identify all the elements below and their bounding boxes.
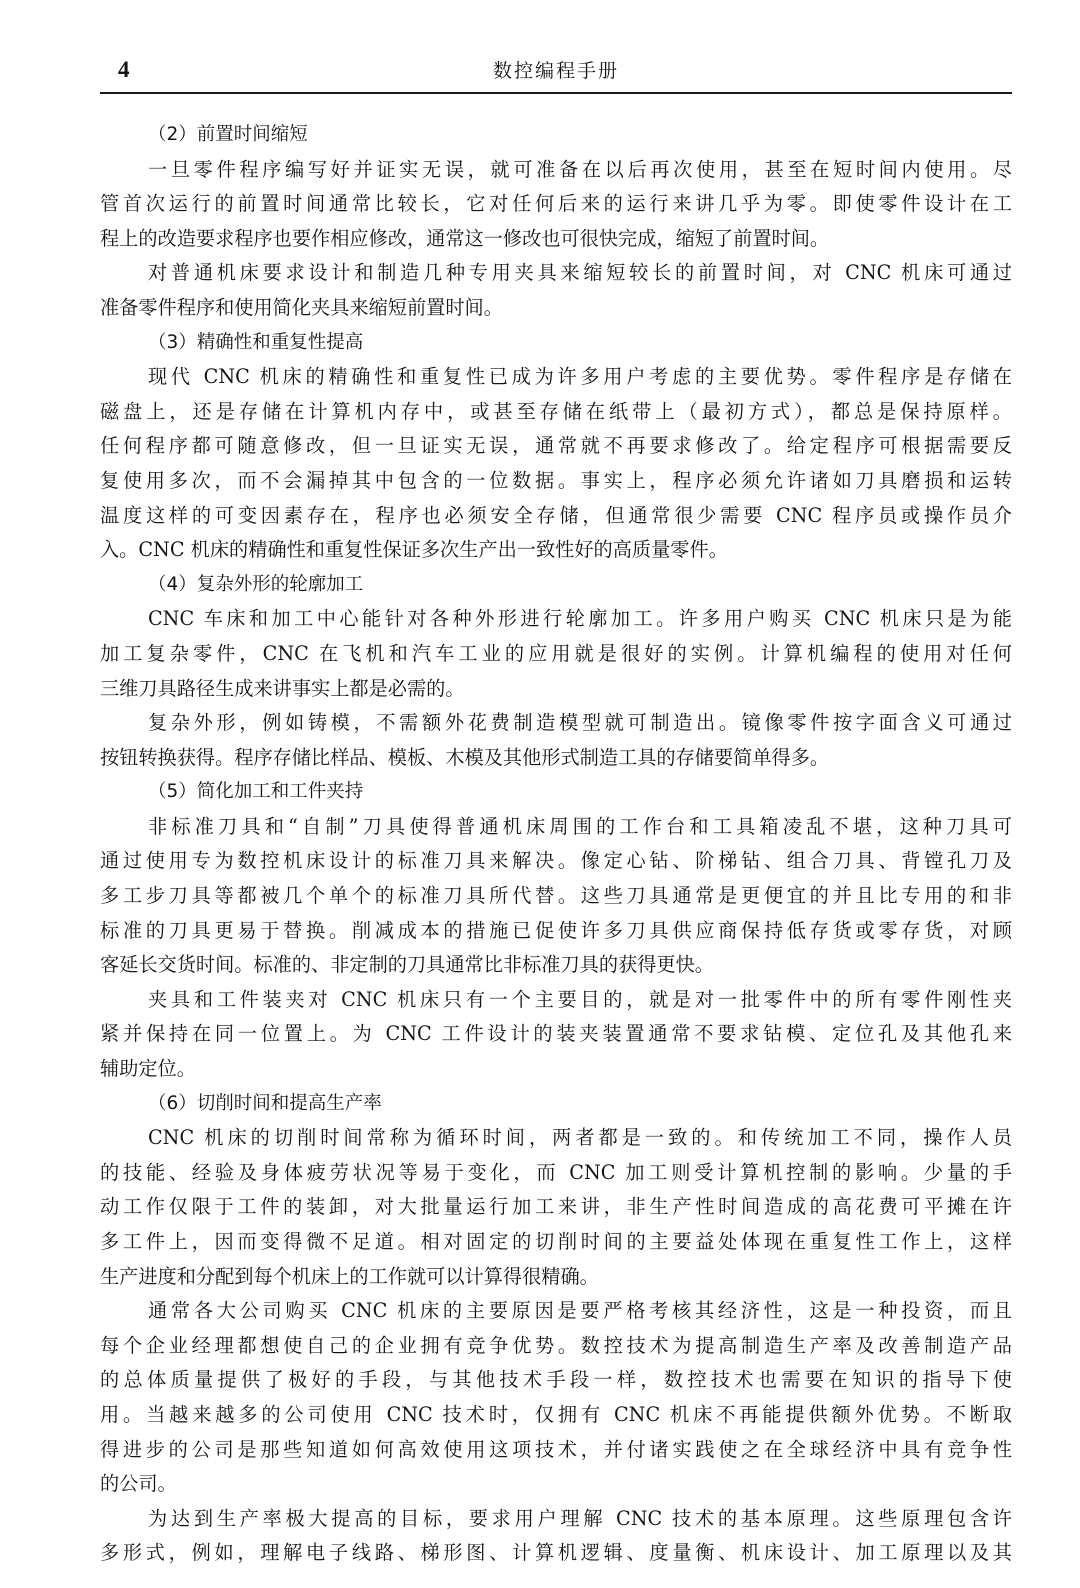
paragraph-line: 通常各大公司购买 CNC 机床的主要原因是要严格考核其经济性，这是一种投资，而且 [148, 1299, 1012, 1323]
page-number: 4 [118, 57, 130, 82]
paragraph-line: 多工件上，因而变得微不足道。相对固定的切削时间的主要益处体现在重复性工作上，这样 [100, 1230, 1012, 1253]
running-title: 数控编程手册 [492, 60, 619, 82]
paragraph-line: 程上的改造要求程序也要作相应修改，通常这一修改也可很快完成，缩短了前置时间。 [100, 226, 830, 250]
body-text [100, 118, 1012, 1571]
paragraph-line: 用。当越来越多的公司使用 CNC 技术时，仅拥有 CNC 机床不再能提供额外优势。不断取 [100, 1402, 1012, 1426]
paragraph-line: 的公司。 [100, 1472, 177, 1496]
paragraph-line: 准备零件程序和使用简化夹具来缩短前置时间。 [100, 295, 503, 319]
paragraph-line: 夹具和工件装夹对 CNC 机床只有一个主要目的，就是对一批零件中的所有零件刚性夹 [148, 987, 1012, 1011]
paragraph-line: 复杂外形，例如铸模，不需额外花费制造模型就可制造出。镜像零件按字面含义可通过 [148, 711, 1012, 735]
paragraph-line: 一旦零件程序编写好并证实无误，就可准备在以后再次使用，甚至在短时间内使用。尽 [148, 157, 1012, 181]
paragraph-line: 每个企业经理都想使自己的企业拥有竞争优势。数控技术为提高制造生产率及改善制造产品 [100, 1333, 1012, 1357]
section-heading: （3）精确性和重复性提高 [148, 331, 364, 353]
paragraph-line: 现代 CNC 机床的精确性和重复性已成为许多用户考虑的主要优势。零件程序是存储在 [148, 365, 1012, 389]
paragraph-line: 的技能、经验及身体疲劳状况等易于变化，而 CNC 加工则受计算机控制的影响。少量的手 [100, 1160, 1012, 1184]
paragraph-line: 非标准刀具和“自制”刀具使得普通机床周围的工作台和工具箱凌乱不堪，这种刀具可 [148, 814, 1012, 838]
paragraph-line: 得进步的公司是那些知道如何高效使用这项技术，并付诸实践使之在全球经济中具有竞争性 [100, 1437, 1012, 1461]
section-heading: （5）简化加工和工件夹持 [148, 781, 364, 803]
paragraph-line: 管首次运行的前置时间通常比较长，它对任何后来的运行来讲几乎为零。即使零件设计在工 [100, 192, 1012, 216]
paragraph-line: 辅助定位。 [100, 1057, 196, 1081]
paragraph-line: 磁盘上，还是存储在计算机内存中，或甚至存储在纸带上（最初方式），都总是保持原样。 [100, 399, 1012, 423]
paragraph-line: 紧并保持在同一位置上。为 CNC 工件设计的装夹装置通常不要求钻模、定位孔及其他孔来 [100, 1022, 1012, 1046]
section-heading: （4）复杂外形的轮廓加工 [148, 573, 364, 595]
paragraph-line: 动工作仅限于工件的装卸，对大批量运行加工来讲，非生产性时间造成的高花费可平摊在许 [100, 1195, 1012, 1219]
paragraph-line: 入。CNC 机床的精确性和重复性保证多次生产出一致性好的高质量零件。 [100, 538, 728, 562]
paragraph-line: 生产进度和分配到每个机床上的工作就可以计算得很精确。 [100, 1264, 599, 1288]
paragraph-line: 温度这样的可变因素存在，程序也必须安全存储，但通常很少需要 CNC 程序员或操作员介 [100, 503, 1012, 527]
paragraph-line: 多工步刀具等都被几个单个的标准刀具所代替。这些刀具通常是更便宜的并且比专用的和非 [100, 884, 1012, 908]
section-heading: （2）前置时间缩短 [148, 124, 308, 145]
section-heading: （6）切削时间和提高生产率 [148, 1092, 382, 1114]
paragraph-line: 通过使用专为数控机床设计的标准刀具来解决。像定心钻、阶梯钻、组合刀具、背镗孔刀及 [100, 849, 1012, 873]
paragraph-line: 标准的刀具更易于替换。削减成本的措施已促使许多刀具供应商保持低存货或零存货，对顾 [100, 918, 1012, 942]
paragraph-line: CNC 机床的切削时间常称为循环时间，两者都是一致的。和传统加工不同，操作人员 [148, 1126, 1012, 1150]
paragraph-line: 复使用多次，而不会漏掉其中包含的一位数据。事实上，程序必须允许诸如刀具磨损和运转 [100, 468, 1012, 492]
paragraph-line: 客延长交货时间。标准的、非定制的刀具通常比非标准刀具的获得更快。 [100, 953, 714, 977]
paragraph-line: 任何程序都可随意修改，但一旦证实无误，通常就不再要求修改了。给定程序可根据需要反 [100, 434, 1012, 458]
paragraph-line: 三维刀具路径生成来讲事实上都是必需的。 [100, 676, 465, 700]
paragraph-line: 对普通机床要求设计和制造几种专用夹具来缩短较长的前置时间，对 CNC 机床可通过 [148, 261, 1012, 285]
paragraph-line: 按钮转换获得。程序存储比样品、模板、木模及其他形式制造工具的存储要简单得多。 [100, 745, 830, 769]
page-header [100, 52, 1012, 94]
paragraph-line: 为达到生产率极大提高的目标，要求用户理解 CNC 技术的基本原理。这些原理包含许 [148, 1506, 1012, 1530]
paragraph-line: CNC 车床和加工中心能针对各种外形进行轮廓加工。许多用户购买 CNC 机床只是为能 [148, 607, 1012, 631]
paragraph-line: 加工复杂零件，CNC 在飞机和汽车工业的应用就是很好的实例。计算机编程的使用对任何 [100, 641, 1012, 665]
paragraph-line: 多形式，例如，理解电子线路、梯形图、计算机逻辑、度量衡、机床设计、加工原理以及其 [100, 1541, 1012, 1565]
paragraph-line: 的总体质量提供了极好的手段，与其他技术手段一样，数控技术也需要在知识的指导下使 [100, 1368, 1012, 1392]
